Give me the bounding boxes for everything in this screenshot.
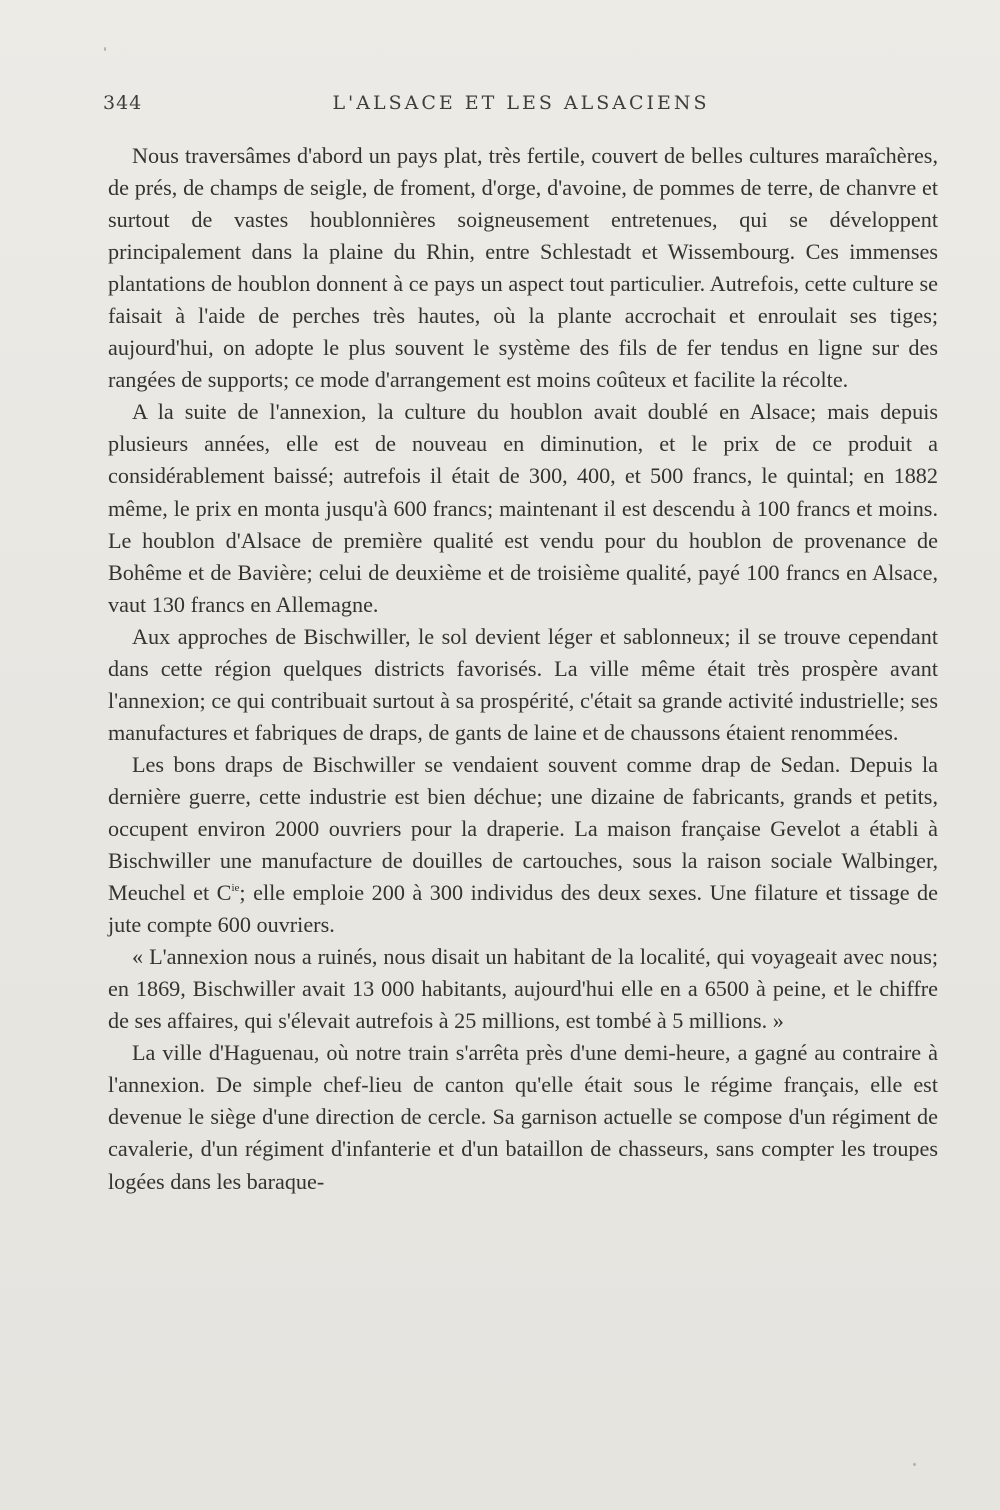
paragraph-text: Nous traversâmes d'abord un pays plat, très fertile, couvert de belles cultures maraîchères, de prés, de champs de seigle, de froment, d'orge, d'avoine, de pommes de terre, de chanvre et surtout de vastes houblonnières soigneusement entretenues, qui se développent principalement dans la plaine du Rhin, entre Schlestadt et Wissembourg. Ces immenses plantations de houblon donnent à ce pays un aspect tout particulier. Autrefois, cette culture se faisait à l'aide de perches très hautes, où la plante accrochait et enroulait ses tiges; aujourd'hui, on adopte le plus souvent le système des fils de fer tendus en ligne sur des rangées de supports; ce mode d'arrangement est moins coûteux et facilite la récolte.: [108, 143, 938, 393]
body-text: [108, 140, 938, 1198]
paragraph: [108, 1037, 938, 1197]
paragraph-text-continued: ; elle emploie 200 à 300 individus des deux sexes. Une filature et tissage de jute compte 600 ouvriers.: [108, 880, 938, 938]
paragraph: [108, 621, 938, 749]
paragraph-text: « L'annexion nous a ruinés, nous disait un habitant de la localité, qui voyageait avec nous; en 1869, Bischwiller avait 13 000 habitants, aujourd'hui elle en a 6500 à peine, et le chiffre de ses affaires, qui s'élevait autrefois à 25 millions, est tombé à 5 millions. »: [108, 944, 938, 1034]
paragraph-text: Les bons draps de Bischwiller se vendaient souvent comme drap de Sedan. Depuis la dernière guerre, cette industrie est bien déchue; une dizaine de fabricants, grands et petits, occupent environ 2000 ouvriers pour la draperie. La maison française Gevelot a établi à Bischwiller une manufacture de douilles de cartouches, sous la raison sociale Walbinger, Meuchel et C: [108, 751, 938, 906]
paragraph: [108, 140, 938, 396]
paper-speck: [913, 1463, 916, 1466]
paragraph-text: Aux approches de Bischwiller, le sol devient léger et sablonneux; il se trouve cependant dans cette région quelques districts favorisés. La ville même était très prospère avant l'annexion; ce qui contribuait surtout à sa prospérité, c'était sa grande activité industrielle; ses manufactures et fabriques de draps, de gants de laine et de chaussons étaient renommées.: [108, 623, 938, 745]
paragraph: [108, 396, 938, 620]
paragraph: [108, 941, 938, 1037]
paper-speck: [104, 47, 106, 51]
running-title: L'ALSACE ET LES ALSACIENS: [332, 92, 710, 114]
paragraph-text: A la suite de l'annexion, la culture du houblon avait doublé en Alsace; mais depuis plusieurs années, elle est de nouveau en diminution, et le prix de ce produit a considérablement baissé; autrefois il était de 300, 400, et 500 francs, le quintal; en 1882 même, le prix en monta jusqu'à 600 francs; maintenant il est descendu à 100 francs et moins. Le houblon d'Alsace de première qualité est vendu pour du houblon de provenance de Bohême et de Bavière; celui de deuxième et de troisième qualité, payé 100 francs en Alsace, vaut 130 francs en Allemagne.: [108, 399, 938, 617]
paragraph-text: La ville d'Haguenau, où notre train s'arrêta près d'une demi-heure, a gagné au contraire à l'annexion. De simple chef-lieu de canton qu'elle était sous le régime français, elle est devenue le siège d'une direction de cercle. Sa garnison actuelle se compose d'un régiment de cavalerie, d'un régiment d'infanterie et d'un bataillon de chasseurs, sans compter les troupes logées dans les baraque-: [108, 1040, 938, 1194]
superscript-abbreviation: ie: [231, 882, 240, 895]
page-header: [103, 92, 939, 124]
page-number: 344: [103, 92, 143, 114]
paragraph: [108, 749, 938, 941]
